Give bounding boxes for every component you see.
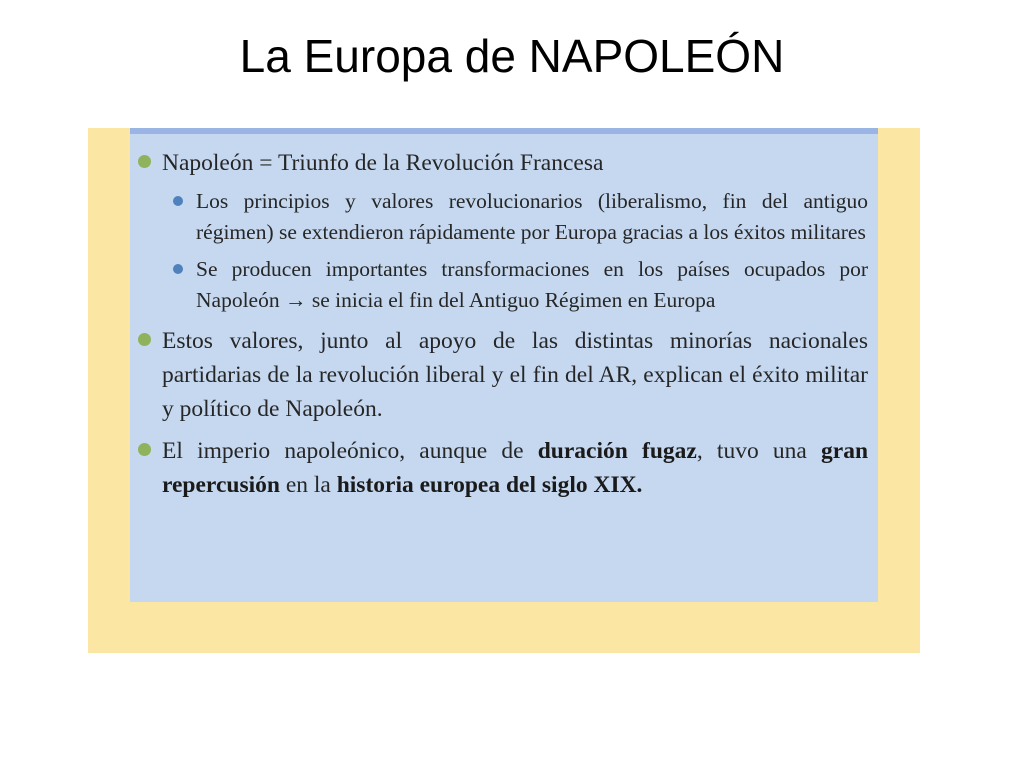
sub-item-text: se inicia el fin del Antiguo Régimen en Europa [311, 288, 716, 312]
bullet-icon [138, 333, 151, 346]
list-item [162, 146, 868, 180]
sub-list-item [196, 254, 868, 316]
slide-title: La Europa de NAPOLEÓN [239, 30, 785, 82]
item-text: , tuvo una [696, 438, 807, 464]
content-panel [130, 128, 878, 602]
list-item [162, 324, 868, 426]
item-text: Estos valores, junto al apoyo de las distintas minorías nacionales partidarias de la revolución liberal y el fin del AR, explican el éxito militar y político de Napoleón. [162, 328, 868, 422]
sub-list-item [196, 186, 868, 248]
bullet-icon [138, 443, 151, 456]
sub-bullet-icon [173, 196, 183, 206]
sub-item-text: Se producen importantes transformaciones en los países ocupados por Napoleón [196, 257, 868, 312]
arrow-icon: → [284, 288, 307, 312]
item-text: en la [285, 472, 331, 498]
bullet-list [130, 146, 878, 502]
sub-bullet-icon [173, 264, 183, 274]
bullet-icon [138, 155, 151, 168]
emphasis-text: duración fugaz [537, 438, 697, 464]
item-text: El imperio napoleónico, aunque de [162, 438, 524, 464]
item-text: Napoleón = Triunfo de la Revolución Francesa [162, 150, 604, 176]
sub-item-text: Los principios y valores revolucionarios (liberalismo, fin del antiguo régimen) se extendieron rápidamente por Europa gracias a los éxitos militares [196, 189, 868, 244]
emphasis-text: gran repercusión [162, 438, 869, 498]
list-item [162, 434, 868, 502]
emphasis-text: historia europea del siglo XIX. [336, 472, 643, 498]
